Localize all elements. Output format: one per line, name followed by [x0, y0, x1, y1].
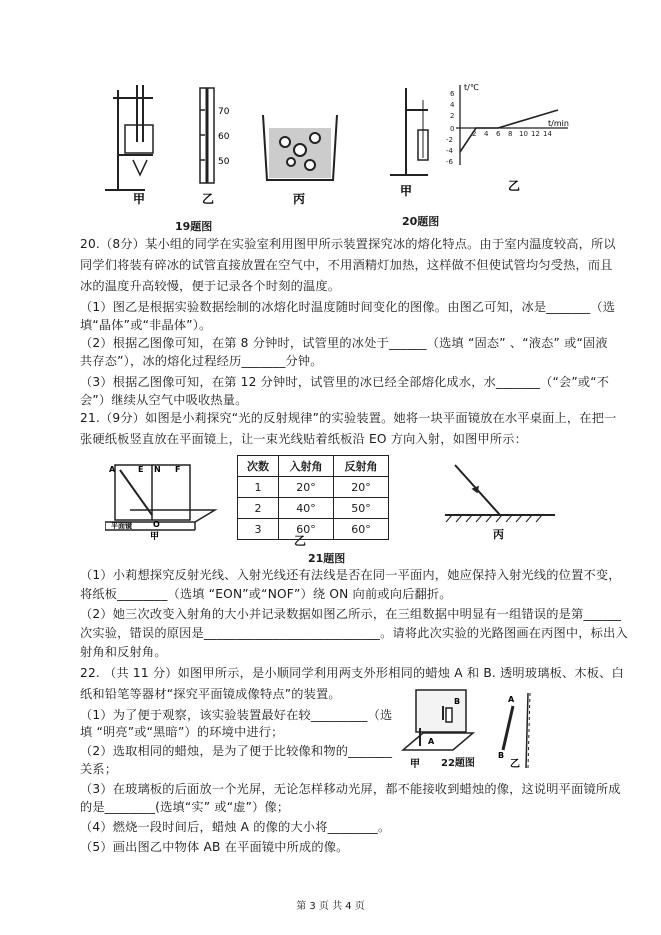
fig20-ytick: 2	[450, 112, 455, 120]
fig20-ytick: -6	[446, 158, 453, 166]
q20-line: 共存态”），冰的熔化过程经历_______分钟。	[80, 354, 323, 368]
fig20-xtick: 6	[496, 130, 501, 138]
q22-line: 纸和铅笔等器材“探究平面镜成像特点”的装置。	[80, 687, 341, 701]
fig20-xtick: 8	[508, 130, 513, 138]
q21-line: （2）她三次改变入射角的大小并记录数据如图乙所示，在三组数据中明显有一组错误的是第______	[80, 607, 622, 621]
q20-line: 填“晶体”或“非晶体”）。	[80, 318, 212, 332]
table-row	[238, 519, 389, 540]
fig22-label-a2: A	[508, 695, 515, 704]
q20-line: 冰的温度升高较慢，便于记录各个时刻的温度。	[80, 279, 341, 293]
q21-intro: 张硬纸板竖直放在平面镜上，让一束光线贴着纸板沿 EO 方向入射，如图甲所示：	[80, 432, 528, 446]
fig20-ytick: 4	[450, 101, 455, 109]
q21-line: （1）小莉想探究反射光线、入射光线还有法线是否在同一平面内，她应保持入射光线的位置不变，	[80, 568, 621, 582]
page-footer: 第 3 页 共 4 页	[296, 901, 365, 912]
table-header: 入射角	[279, 456, 334, 477]
fig20-x-unit: t/min	[548, 119, 569, 128]
fig20-y-unit: t/℃	[464, 83, 479, 92]
q22-line: 22. （共 11 分）如图甲所示，是小顺同学利用两支外形相同的蜡烛 A 和 B. 透明玻璃板、木板、白	[80, 666, 624, 680]
q22-line: 的是________(选填“实” 或“虚”）像；	[80, 800, 290, 814]
table-header: 次数	[238, 456, 279, 477]
thermometer-tick-70: 70	[218, 107, 230, 117]
point-label-e: E	[138, 465, 144, 474]
table-header: 反射角	[334, 456, 389, 477]
table-cell: 60°	[334, 519, 389, 540]
q20-line: 会”）继续从空气中吸收热量。	[80, 393, 248, 407]
fig19-label-bing: 丙	[293, 192, 306, 206]
figure-21-jia	[105, 460, 220, 540]
fig20-ytick: 0	[450, 125, 455, 133]
figure-20-caption: 20题图	[402, 215, 440, 228]
point-label-o: O	[153, 520, 160, 529]
fig20-label-jia: 甲	[400, 184, 413, 198]
figure-21-caption: 21题图	[308, 552, 346, 565]
fig20-xtick: 12	[531, 130, 540, 138]
q22-line: （4）燃烧一段时间后，蜡烛 A 的像的大小将________。	[80, 820, 391, 834]
table-cell: 60°	[279, 519, 334, 540]
q22-line: 关系；	[80, 762, 118, 776]
thermometer-tick-50: 50	[218, 157, 230, 167]
q22-line: 填 “明亮”或“黑暗”）的环境中进行；	[80, 725, 284, 739]
fig22-label-a: A	[428, 737, 435, 746]
point-label-n: N	[154, 465, 161, 474]
q21-line: 次实验，错误的原因是____________________________。请将此次实验的光路图画在丙图中，标出入	[80, 626, 628, 640]
fig21-label-yi: 乙	[294, 534, 307, 548]
figure-19	[95, 80, 345, 210]
fig22-label-b: B	[454, 697, 461, 706]
fig20-xtick: 2	[472, 130, 477, 138]
fig20-xtick: 10	[519, 130, 528, 138]
mirror-label: 平面镜	[111, 522, 132, 530]
q20-line: 20.（8分）某小组的同学在实验室利用图甲所示装置探究冰的熔化特点。由于室内温度较高，所以	[80, 237, 616, 251]
q22-line: （1）为了便于观察，该实验装置最好在较_________（选	[80, 708, 393, 722]
table-cell: 20°	[334, 477, 389, 498]
q20-line: （3）根据乙图像可知，在第 12 分钟时，试管里的冰已经全部熔化成水，水_______（“会”或“不	[80, 375, 610, 389]
point-label-f: F	[175, 465, 181, 474]
figure-19-caption: 19题图	[175, 220, 213, 233]
fig21-label-jia: 甲	[150, 532, 160, 540]
table-cell: 2	[238, 498, 279, 519]
fig20-xtick: 14	[543, 130, 552, 138]
fig20-ytick: 6	[450, 90, 455, 98]
thermometer-tick-60: 60	[218, 132, 230, 142]
q20-line: （1）图乙是根据实验数据绘制的冰熔化时温度随时间变化的图像。由图乙可知，冰是_______（选	[80, 300, 616, 314]
fig22-label-jia: 甲	[410, 759, 420, 770]
fig20-ytick: -2	[446, 136, 453, 144]
q20-line: （2）根据乙图像可知，在第 8 分钟时，试管里的冰处于______（选填 “固态” 、“液态” 或“固液	[80, 336, 608, 350]
table-cell: 20°	[279, 477, 334, 498]
q22-line: （2）选取相同的蜡烛，是为了便于比较像和物的_______	[80, 744, 393, 758]
fig19-label-yi: 乙	[202, 192, 215, 206]
table-row	[238, 498, 389, 519]
figure-20	[388, 80, 573, 205]
table-row	[238, 477, 389, 498]
fig20-label-yi: 乙	[508, 179, 521, 193]
q21-line: 射角和反射角。	[80, 645, 167, 659]
fig22-label-yi: 乙	[510, 759, 520, 770]
table-cell: 1	[238, 477, 279, 498]
table-cell: 50°	[334, 498, 389, 519]
angle-data-table	[237, 455, 389, 540]
fig20-xtick: 4	[484, 130, 489, 138]
table-cell: 3	[238, 519, 279, 540]
q20-line: 同学们将装有碎冰的试管直接放置在空气中，不用酒精灯加热，这样做不但使试管均匀受热，而且	[80, 258, 613, 272]
fig22-label-b2: B	[498, 751, 505, 760]
q21-intro: 21.（9分）如图是小莉探究“光的反射规律”的实验装置。她将一块平面镜放在水平桌面上，在把一	[80, 411, 617, 425]
q22-line: （5）画出图乙中物体 AB 在平面镜中所成的像。	[80, 840, 349, 854]
fig19-label-jia: 甲	[133, 192, 146, 206]
q21-line: 将纸板________（选填 “EON”或“NOF”）绕 ON 向前或向后翻折。	[80, 587, 452, 601]
fig21-label-bing: 丙	[493, 528, 504, 540]
q22-line: （3）在玻璃板的后面放一个光屏，无论怎样移动光屏，都不能接收到蜡烛的像，这说明平面镜所成	[80, 782, 621, 796]
fig20-ytick: -4	[446, 147, 453, 155]
point-label-a: A	[109, 465, 116, 474]
table-cell: 40°	[279, 498, 334, 519]
figure-21-bing	[440, 460, 560, 540]
figure-22-caption: 22题图	[441, 758, 475, 769]
